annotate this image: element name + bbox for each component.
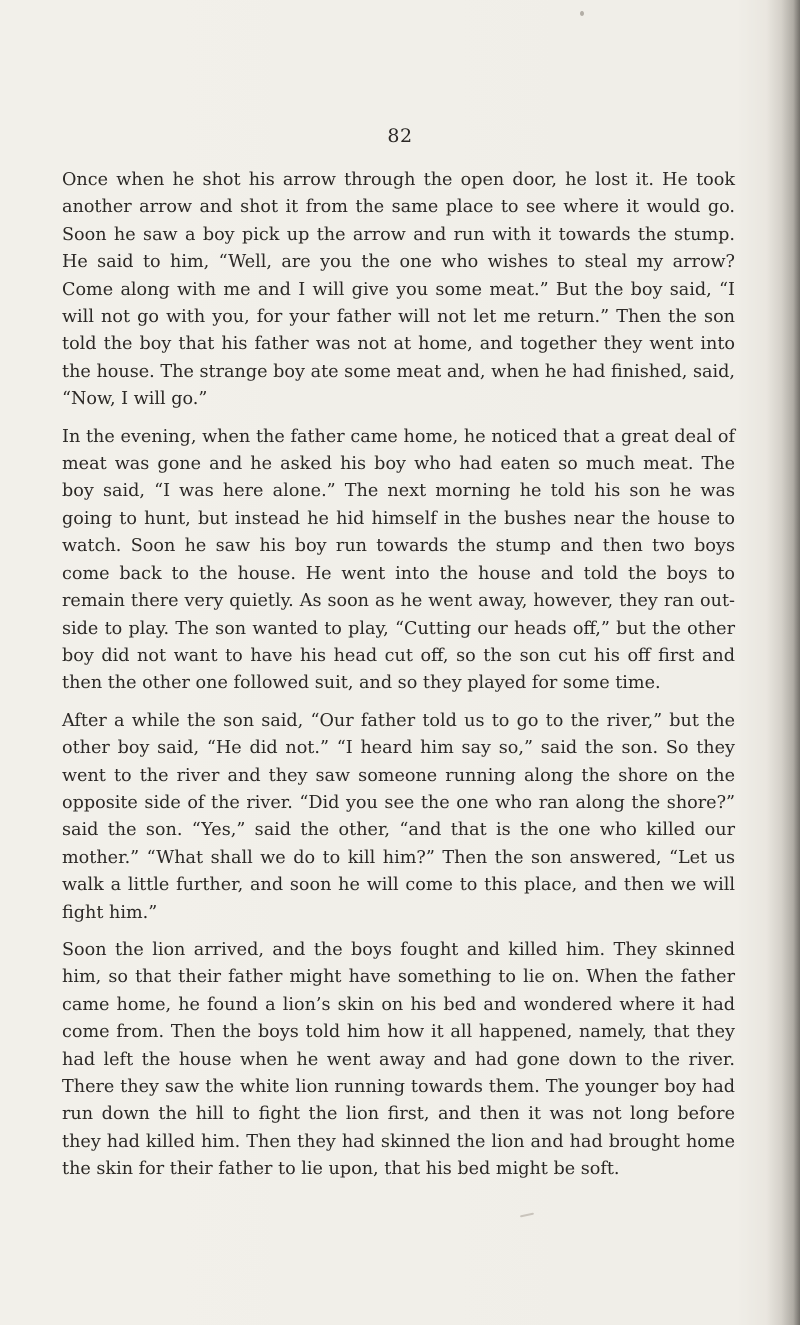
paper-speck bbox=[580, 11, 584, 16]
paper-mark bbox=[520, 1213, 534, 1218]
binding-edge-shadow bbox=[766, 0, 800, 1325]
page-body bbox=[62, 167, 735, 1194]
page-number: 82 bbox=[387, 125, 413, 147]
paragraph-3: After a while the son said, “Our father told us to go to the river,” but the other boy said, “He did not.” “I heard him say so,” said the son. So they went to the river and they saw someone running along the shore on the opposite side of the river. “Did you see the one who ran along the shore?” said the son. “Yes,” said the other, “and that is the one who killed our mother.” “What shall we do to kill him?” Then the son answered, “Let us walk a little further, and soon he will come to this place, and then we will fight him.” bbox=[62, 710, 735, 923]
paragraph-4: Soon the lion arrived, and the boys fought and killed him. They skinned him, so that their father might have something to lie on. When the father came home, he found a lion’s skin on his bed and wondered where it had come from. Then the boys told him how it all happened, namely, that they had left the house when he went away and had gone down to the river. There they saw the white lion running towards them. The younger boy had run down the hill to fight the lion first, and then it was not long before they had killed him. Then they had skinned the lion and had brought home the skin for their father to lie upon, that his bed might be soft. bbox=[62, 939, 735, 1180]
paragraph-1: Once when he shot his arrow through the open door, he lost it. He took another arrow and shot it from the same place to see where it would go. Soon he saw a boy pick up the arrow and run with it towards the stump. He said to him, “Well, are you the one who wishes to steal my arrow? Come along with me and I will give you some meat.” But the boy said, “I will not go with you, for your father will not let me return.” Then the son told the boy that his father was not at home, and together they went into the house. The strange boy ate some meat and, when he had finished, said, “Now, I will go.” bbox=[62, 170, 735, 410]
paragraph-2: In the evening, when the father came home, he noticed that a great deal of meat was gone and he asked his boy who had eaten so much meat. The boy said, “I was here alone.” The next morning he told his son he was going to hunt, but instead he hid himself in the bushes near the house to watch. Soon he saw his boy run towards the stump and then two boys come back to the house. He went into the house and told the boys to remain there very quietly. As soon as he went away, however, they ran outside to play. The son wanted to play, “Cutting our heads off,” but the other boy did not want to have his head cut off, so the son cut his off first and then the other one followed suit, and so they played for some time. bbox=[62, 426, 735, 694]
